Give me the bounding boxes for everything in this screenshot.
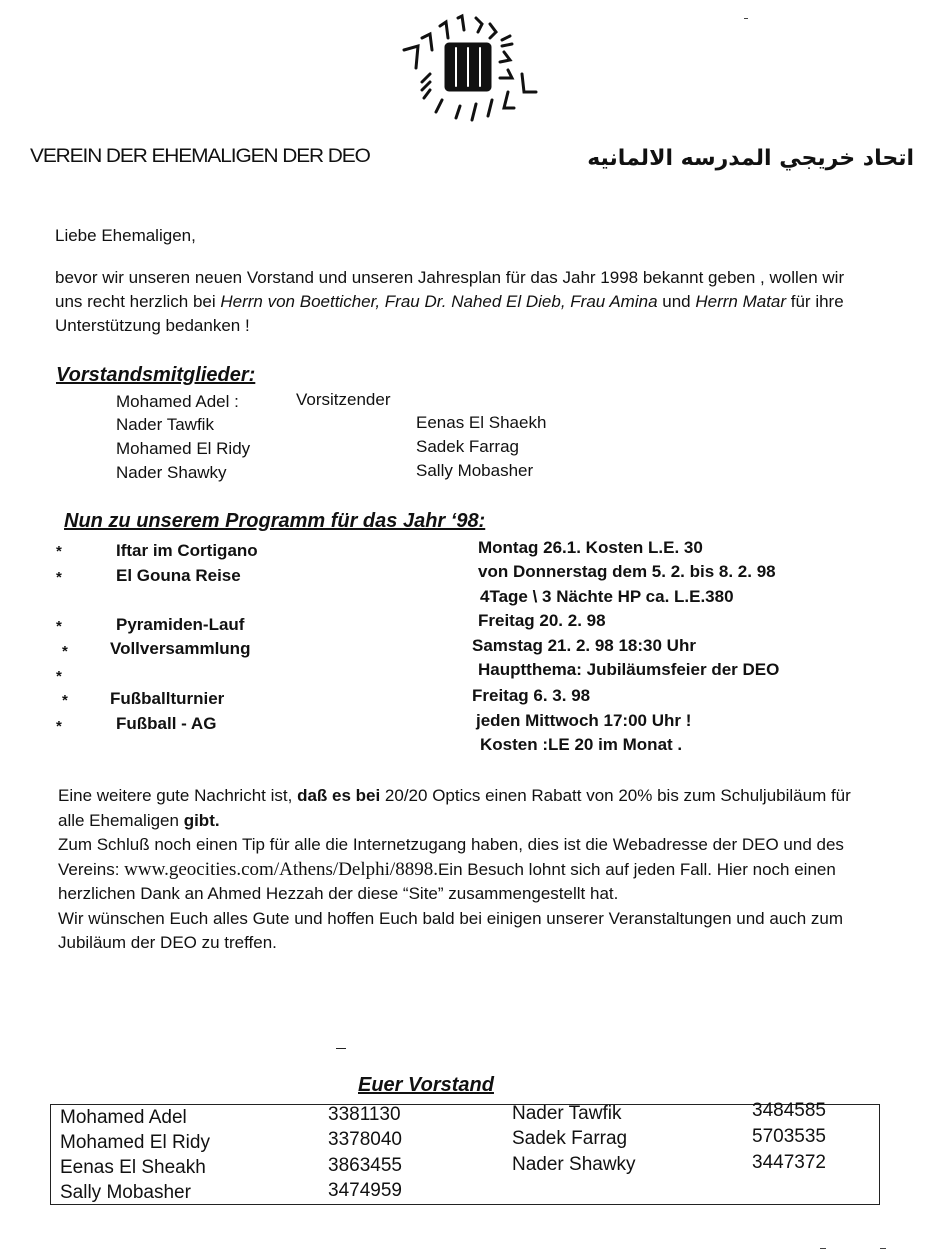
board-member: Sally Mobasher <box>416 461 534 480</box>
program-item-detail: von Donnerstag dem 5. 2. bis 8. 2. 98 <box>478 562 776 581</box>
bullet: * <box>56 718 62 735</box>
program-item-name: Pyramiden-Lauf <box>116 615 245 634</box>
contact-phone: 3863455 <box>328 1155 402 1176</box>
program-heading: Nun zu unserem Programm für das Jahr ‘98: <box>64 510 486 532</box>
program-item-detail: Kosten :LE 20 im Monat . <box>480 735 683 754</box>
board-member: Eenas El Shaekh <box>416 413 547 432</box>
contact-phone: 3484585 <box>752 1100 826 1121</box>
scan-speck <box>820 1248 826 1249</box>
program-item-detail: jeden Mittwoch 17:00 Uhr ! <box>476 711 692 730</box>
closing-text: Ein Besuch lohnt sich auf jeden Fall. Hier noch einen herzlichen Dank an Ahmed Hezzah der diese “Site” zusammengestellt hat. <box>58 859 836 903</box>
scan-speck <box>744 18 748 19</box>
board-member: Sadek Farrag <box>416 437 519 456</box>
contact-name: Mohamed Adel <box>60 1107 187 1128</box>
program-item-detail: Samstag 21. 2. 98 18:30 Uhr <box>472 636 696 655</box>
closing-text: Wir wünschen Euch alles Gute und hoffen Euch bald bei einigen unserer Veranstaltungen und auch zum Jubiläum der DEO zu treffen. <box>58 908 844 952</box>
contact-phone: 3474959 <box>328 1180 402 1201</box>
closing-text: Zum Schluß noch einen Tip für alle die Internetzugang haben, dies ist die Webadresse der DEO und des Vereins: <box>58 835 844 879</box>
contact-phone: 3381130 <box>328 1104 401 1125</box>
program-item-name: Fußballturnier <box>110 689 225 708</box>
board-member: Nader Tawfik <box>116 415 214 434</box>
program-item-detail: Freitag 6. 3. 98 <box>472 686 591 705</box>
contact-phone: 3447372 <box>752 1152 826 1173</box>
program-item-detail: Montag 26.1. Kosten L.E. 30 <box>478 538 703 557</box>
program-item-name: Vollversammlung <box>110 639 251 658</box>
contact-phone: 3378040 <box>328 1129 402 1150</box>
contact-name: Nader Shawky <box>512 1154 636 1175</box>
intro-text: und <box>657 292 696 311</box>
bullet: * <box>56 543 62 560</box>
closing-text: 20/20 Optics einen Rabatt von 20% bis zum Schuljubiläum für alle Ehemaligen <box>58 786 851 830</box>
board-chair-role: Vorsitzender <box>296 390 391 409</box>
board-chair-name: Mohamed Adel : <box>116 392 239 411</box>
contact-phone: 5703535 <box>752 1126 826 1147</box>
program-item-detail: Hauptthema: Jubiläumsfeier der DEO <box>478 660 780 679</box>
closing-text-bold: gibt. <box>183 810 220 830</box>
intro-name: Herrn Matar <box>695 292 787 311</box>
board-member: Mohamed El Ridy <box>116 439 251 458</box>
program-item-detail: 4Tage \ 3 Nächte HP ca. L.E.380 <box>480 587 734 606</box>
scan-speck <box>880 1248 886 1249</box>
association-name-arabic: اتحاد خريجي المدرسه الالمانيه <box>587 146 914 171</box>
bullet: * <box>56 569 62 586</box>
contact-name: Eenas El Sheakh <box>60 1157 206 1178</box>
board-heading: Vorstandsmitglieder: <box>56 364 256 386</box>
divider <box>336 1048 346 1049</box>
contact-name: Nader Tawfik <box>512 1103 622 1124</box>
contact-name: Sally Mobasher <box>60 1182 191 1203</box>
bullet: * <box>62 692 68 709</box>
intro-text: bevor wir unseren neuen Vorstand und unseren Jahresplan für das Jahr 1998 bekannt geben , wollen wir uns recht herzlich bei <box>55 268 845 311</box>
program-item-name: Fußball - AG <box>116 714 217 733</box>
contact-name: Sadek Farrag <box>512 1128 628 1149</box>
intro-text: für ihre Unterstützung bedanken ! <box>55 292 844 335</box>
greeting: Liebe Ehemaligen, <box>55 226 196 245</box>
closing-text: Eine weitere gute Nachricht ist, <box>58 786 298 805</box>
association-name-german: VEREIN DER EHEMALIGEN DER DEO <box>30 146 370 167</box>
signature: Euer Vorstand <box>358 1074 494 1096</box>
bullet: * <box>62 643 68 660</box>
bullet: * <box>56 618 62 635</box>
association-logo <box>396 12 544 124</box>
program-item-name: El Gouna Reise <box>116 566 241 585</box>
contact-name: Mohamed El Ridy <box>60 1132 210 1153</box>
website-address: www.geocities.com/Athens/Delphi/8898. <box>124 858 438 880</box>
intro-names: Herrn von Boetticher, Frau Dr. Nahed El Dieb, Frau Amina <box>220 292 658 311</box>
closing-paragraph <box>58 784 878 956</box>
program-item-detail: Freitag 20. 2. 98 <box>478 611 606 630</box>
program-item-name: Iftar im Cortigano <box>116 541 258 560</box>
bullet: * <box>56 668 62 685</box>
board-member: Nader Shawky <box>116 463 227 482</box>
closing-text-bold: daß es bei <box>297 786 381 805</box>
intro-paragraph <box>55 266 855 338</box>
